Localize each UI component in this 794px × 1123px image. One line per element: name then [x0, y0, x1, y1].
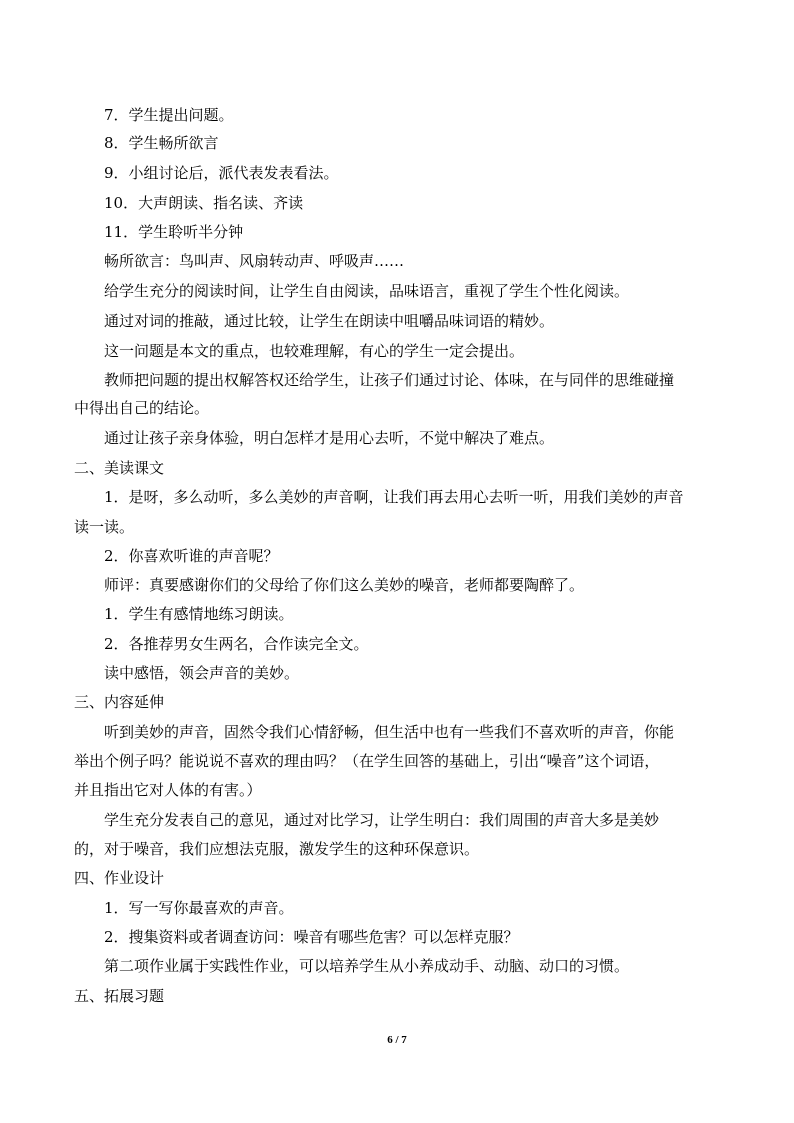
text-line: 1．是呀，多么动听，多么美妙的声音啊，让我们再去用心去听一听，用我们美妙的声音 [104, 488, 684, 506]
text-line: 的，对于噪音，我们应想法克服，激发学生的这种环保意识。 [74, 840, 480, 858]
text-line: 2．你喜欢听谁的声音呢？ [104, 547, 279, 565]
text-line: 读一读。 [74, 518, 135, 536]
text-line: 举出个例子吗？能说说不喜欢的理由吗？（在学生回答的基础上，引出“噪音”这个词语， [74, 752, 660, 770]
text-line: 通过对词的推敲，通过比较，让学生在朗读中咀嚼品味词语的精妙。 [104, 312, 555, 330]
text-line: 给学生充分的阅读时间，让学生自由阅读，品味语言，重视了学生个性化阅读。 [104, 282, 630, 300]
text-line: 2．搜集资料或者调查访问：噪音有哪些危害？可以怎样克服？ [104, 928, 519, 946]
section-heading: 三、内容延伸 [74, 693, 165, 711]
text-line: 9．小组讨论后，派代表发表看法。 [104, 164, 339, 182]
text-line: 教师把问题的提出权解答权还给学生，让孩子们通过讨论、体味，在与同伴的思维碰撞 [104, 371, 675, 389]
section-heading: 五、拓展习题 [74, 987, 165, 1005]
text-line: 11．学生聆听半分钟 [104, 223, 244, 241]
text-line: 1．学生有感情地练习朗读。 [104, 605, 294, 623]
text-line: 听到美妙的声音，固然令我们心情舒畅，但生活中也有一些我们不喜欢听的声音，你能 [104, 723, 675, 741]
text-line: 通过让孩子亲身体验，明白怎样才是用心去听，不觉中解决了难点。 [104, 429, 555, 447]
text-line: 第二项作业属于实践性作业，可以培养学生从小养成动手、动脑、动口的习惯。 [104, 957, 630, 975]
text-line: 师评：真要感谢你们的父母给了你们这么美妙的噪音，老师都要陶醉了。 [104, 576, 585, 594]
text-line: 读中感悟，领会声音的美妙。 [104, 664, 300, 682]
text-line: 并且指出它对人体的有害。） [74, 781, 262, 799]
text-line: 学生充分发表自己的意见，通过对比学习，让学生明白：我们周围的声音大多是美妙 [104, 811, 660, 829]
text-line: 7．学生提出问题。 [104, 106, 234, 124]
text-line: 中得出自己的结论。 [74, 399, 210, 417]
section-heading: 四、作业设计 [74, 869, 165, 887]
text-line: 2．各推荐男女生两名，合作读完全文。 [104, 635, 369, 653]
text-line: 1．写一写你最喜欢的声音。 [104, 899, 294, 917]
section-heading: 二、美读课文 [74, 459, 165, 477]
text-line: 畅所欲言：鸟叫声、风扇转动声、呼吸声…… [104, 252, 405, 270]
text-line: 10．大声朗读、指名读、齐读 [104, 194, 304, 212]
text-line: 8．学生畅所欲言 [104, 134, 219, 152]
text-line: 这一问题是本文的重点，也较难理解，有心的学生一定会提出。 [104, 342, 525, 360]
page-number: 6 / 7 [387, 1034, 407, 1046]
